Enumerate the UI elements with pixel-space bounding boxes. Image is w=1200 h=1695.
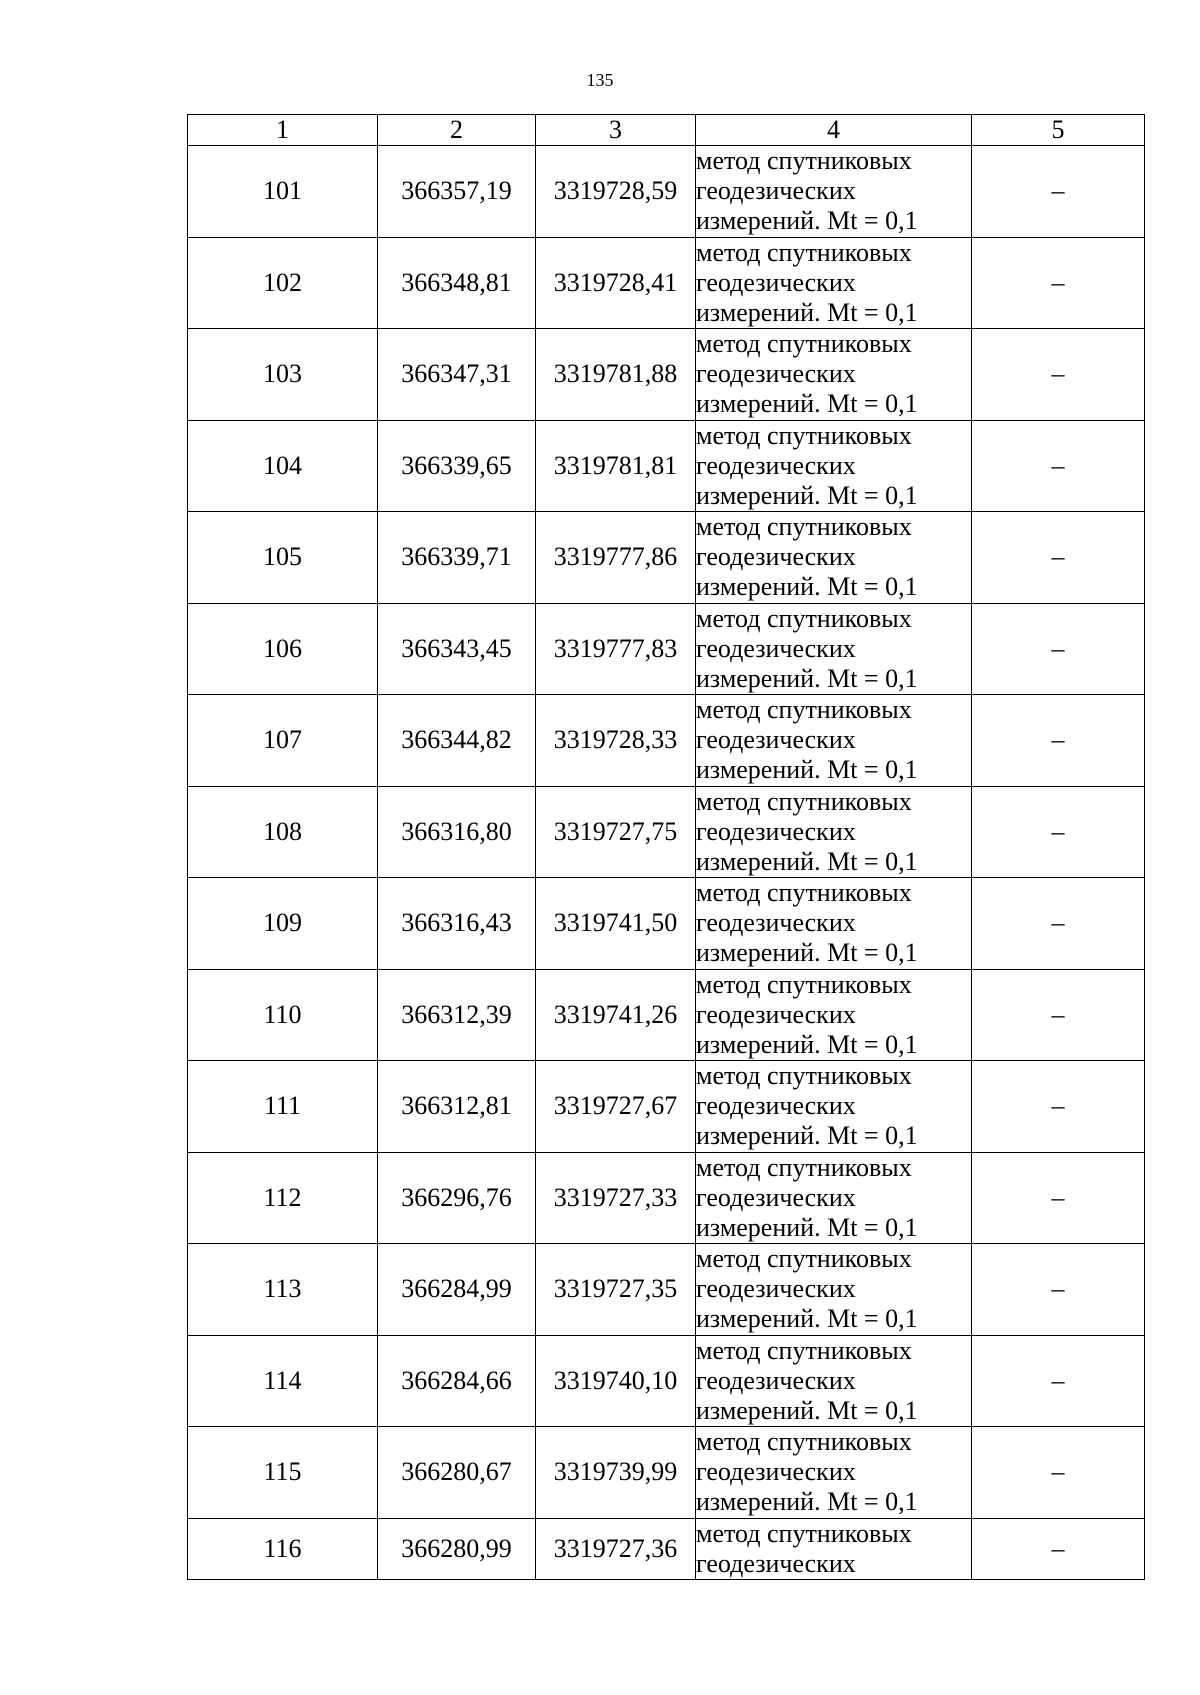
- method-cell: [696, 329, 972, 421]
- method-line: метод спутниковых: [696, 969, 912, 999]
- method-line: геодезических: [696, 1182, 856, 1212]
- method-line: метод спутниковых: [696, 237, 912, 267]
- point-number-cell: 111: [188, 1061, 378, 1153]
- point-number-cell: 113: [188, 1244, 378, 1336]
- table-row: [188, 786, 1145, 878]
- method-cell: [696, 237, 972, 329]
- table-row: [188, 969, 1145, 1061]
- column-5-cell: –: [972, 786, 1145, 878]
- y-coordinate-cell: 3319741,26: [536, 969, 696, 1061]
- table-row: [188, 512, 1145, 604]
- method-line: измерений. Mt = 0,1: [696, 389, 918, 419]
- method-line: измерений. Mt = 0,1: [696, 572, 918, 602]
- method-cell: [696, 1427, 972, 1519]
- table-row: [188, 1427, 1145, 1519]
- method-line: измерений. Mt = 0,1: [696, 1304, 918, 1334]
- method-line: геодезических: [696, 542, 856, 572]
- y-coordinate-cell: 3319727,67: [536, 1061, 696, 1153]
- method-line: измерений. Mt = 0,1: [696, 1121, 918, 1151]
- method-line: измерений. Mt = 0,1: [696, 938, 918, 968]
- y-coordinate-cell: 3319728,33: [536, 695, 696, 787]
- x-coordinate-cell: 366357,19: [378, 146, 536, 238]
- method-line: метод спутниковых: [696, 329, 912, 359]
- point-number-cell: 109: [188, 878, 378, 970]
- method-cell: [696, 603, 972, 695]
- method-line: измерений. Mt = 0,1: [696, 755, 918, 785]
- method-line: измерений. Mt = 0,1: [696, 846, 918, 876]
- coordinates-table: [187, 114, 1145, 1580]
- table-row: [188, 1244, 1145, 1336]
- table-row: [188, 1152, 1145, 1244]
- method-line: метод спутниковых: [696, 1152, 912, 1182]
- y-coordinate-cell: 3319777,83: [536, 603, 696, 695]
- column-5-cell: –: [972, 1335, 1145, 1427]
- point-number-cell: 114: [188, 1335, 378, 1427]
- y-coordinate-cell: 3319727,75: [536, 786, 696, 878]
- column-5-cell: –: [972, 1152, 1145, 1244]
- column-5-cell: –: [972, 969, 1145, 1061]
- method-cell: [696, 695, 972, 787]
- point-number-cell: 106: [188, 603, 378, 695]
- column-5-cell: –: [972, 512, 1145, 604]
- y-coordinate-cell: 3319740,10: [536, 1335, 696, 1427]
- method-cell: [696, 1335, 972, 1427]
- table-body: [188, 146, 1145, 1580]
- header-col-2: 2: [378, 115, 536, 146]
- method-cell: [696, 420, 972, 512]
- y-coordinate-cell: 3319728,41: [536, 237, 696, 329]
- column-5-cell: –: [972, 420, 1145, 512]
- method-line: метод спутниковых: [696, 603, 912, 633]
- method-cell: [696, 1061, 972, 1153]
- point-number-cell: 102: [188, 237, 378, 329]
- x-coordinate-cell: 366280,67: [378, 1427, 536, 1519]
- column-5-cell: –: [972, 237, 1145, 329]
- x-coordinate-cell: 366348,81: [378, 237, 536, 329]
- x-coordinate-cell: 366284,66: [378, 1335, 536, 1427]
- column-5-cell: –: [972, 1061, 1145, 1153]
- method-line: измерений. Mt = 0,1: [696, 297, 918, 327]
- method-line: метод спутниковых: [696, 146, 912, 176]
- y-coordinate-cell: 3319727,35: [536, 1244, 696, 1336]
- method-line: измерений. Mt = 0,1: [696, 1029, 918, 1059]
- method-line: метод спутниковых: [696, 1244, 912, 1274]
- method-cell: [696, 878, 972, 970]
- table-row: [188, 1061, 1145, 1153]
- y-coordinate-cell: 3319727,36: [536, 1518, 696, 1579]
- x-coordinate-cell: 366343,45: [378, 603, 536, 695]
- method-line: геодезических: [696, 725, 856, 755]
- method-line: метод спутниковых: [696, 695, 912, 725]
- method-line: геодезических: [696, 1274, 856, 1304]
- method-line: метод спутниковых: [696, 1427, 912, 1457]
- method-cell: [696, 1244, 972, 1336]
- column-5-cell: –: [972, 603, 1145, 695]
- point-number-cell: 105: [188, 512, 378, 604]
- method-cell: [696, 969, 972, 1061]
- page-number: 135: [586, 70, 614, 90]
- method-line: геодезических: [696, 1548, 856, 1578]
- y-coordinate-cell: 3319781,81: [536, 420, 696, 512]
- column-5-cell: –: [972, 878, 1145, 970]
- method-cell: [696, 146, 972, 238]
- x-coordinate-cell: 366312,81: [378, 1061, 536, 1153]
- x-coordinate-cell: 366344,82: [378, 695, 536, 787]
- method-line: геодезических: [696, 450, 856, 480]
- table-row: [188, 146, 1145, 238]
- table-row: [188, 695, 1145, 787]
- table-header-row: [188, 115, 1145, 146]
- method-line: геодезических: [696, 359, 856, 389]
- column-5-cell: –: [972, 1244, 1145, 1336]
- x-coordinate-cell: 366339,71: [378, 512, 536, 604]
- header-col-5: 5: [972, 115, 1145, 146]
- x-coordinate-cell: 366316,43: [378, 878, 536, 970]
- point-number-cell: 103: [188, 329, 378, 421]
- y-coordinate-cell: 3319777,86: [536, 512, 696, 604]
- x-coordinate-cell: 366347,31: [378, 329, 536, 421]
- method-line: метод спутниковых: [696, 1518, 912, 1548]
- y-coordinate-cell: 3319781,88: [536, 329, 696, 421]
- x-coordinate-cell: 366296,76: [378, 1152, 536, 1244]
- method-line: геодезических: [696, 1365, 856, 1395]
- column-5-cell: –: [972, 695, 1145, 787]
- table-row: [188, 420, 1145, 512]
- method-cell: [696, 512, 972, 604]
- method-cell: [696, 786, 972, 878]
- column-5-cell: –: [972, 1427, 1145, 1519]
- method-line: метод спутниковых: [696, 786, 912, 816]
- method-line: метод спутниковых: [696, 1335, 912, 1365]
- point-number-cell: 110: [188, 969, 378, 1061]
- column-5-cell: –: [972, 146, 1145, 238]
- method-line: геодезических: [696, 1457, 856, 1487]
- x-coordinate-cell: 366280,99: [378, 1518, 536, 1579]
- method-cell: [696, 1152, 972, 1244]
- method-line: измерений. Mt = 0,1: [696, 480, 918, 510]
- method-line: метод спутниковых: [696, 420, 912, 450]
- method-line: геодезических: [696, 816, 856, 846]
- point-number-cell: 112: [188, 1152, 378, 1244]
- method-line: геодезических: [696, 267, 856, 297]
- point-number-cell: 101: [188, 146, 378, 238]
- method-line: геодезических: [696, 1091, 856, 1121]
- x-coordinate-cell: 366284,99: [378, 1244, 536, 1336]
- y-coordinate-cell: 3319727,33: [536, 1152, 696, 1244]
- method-line: измерений. Mt = 0,1: [696, 663, 918, 693]
- method-line: геодезических: [696, 176, 856, 206]
- method-line: измерений. Mt = 0,1: [696, 206, 918, 236]
- point-number-cell: 108: [188, 786, 378, 878]
- y-coordinate-cell: 3319741,50: [536, 878, 696, 970]
- x-coordinate-cell: 366339,65: [378, 420, 536, 512]
- table-row: [188, 603, 1145, 695]
- column-5-cell: –: [972, 1518, 1145, 1579]
- table-row: [188, 237, 1145, 329]
- point-number-cell: 116: [188, 1518, 378, 1579]
- column-5-cell: –: [972, 329, 1145, 421]
- table-row: [188, 1518, 1145, 1579]
- header-col-3: 3: [536, 115, 696, 146]
- method-line: геодезических: [696, 908, 856, 938]
- method-line: измерений. Mt = 0,1: [696, 1212, 918, 1242]
- table-row: [188, 329, 1145, 421]
- method-line: метод спутниковых: [696, 878, 912, 908]
- table-row: [188, 1335, 1145, 1427]
- x-coordinate-cell: 366316,80: [378, 786, 536, 878]
- point-number-cell: 107: [188, 695, 378, 787]
- method-line: измерений. Mt = 0,1: [696, 1395, 918, 1425]
- y-coordinate-cell: 3319728,59: [536, 146, 696, 238]
- point-number-cell: 104: [188, 420, 378, 512]
- x-coordinate-cell: 366312,39: [378, 969, 536, 1061]
- method-line: метод спутниковых: [696, 1061, 912, 1091]
- header-col-4: 4: [696, 115, 972, 146]
- header-col-1: 1: [188, 115, 378, 146]
- table-row: [188, 878, 1145, 970]
- method-line: метод спутниковых: [696, 512, 912, 542]
- y-coordinate-cell: 3319739,99: [536, 1427, 696, 1519]
- method-cell: [696, 1518, 972, 1579]
- method-line: геодезических: [696, 633, 856, 663]
- point-number-cell: 115: [188, 1427, 378, 1519]
- method-line: измерений. Mt = 0,1: [696, 1487, 918, 1517]
- method-line: геодезических: [696, 999, 856, 1029]
